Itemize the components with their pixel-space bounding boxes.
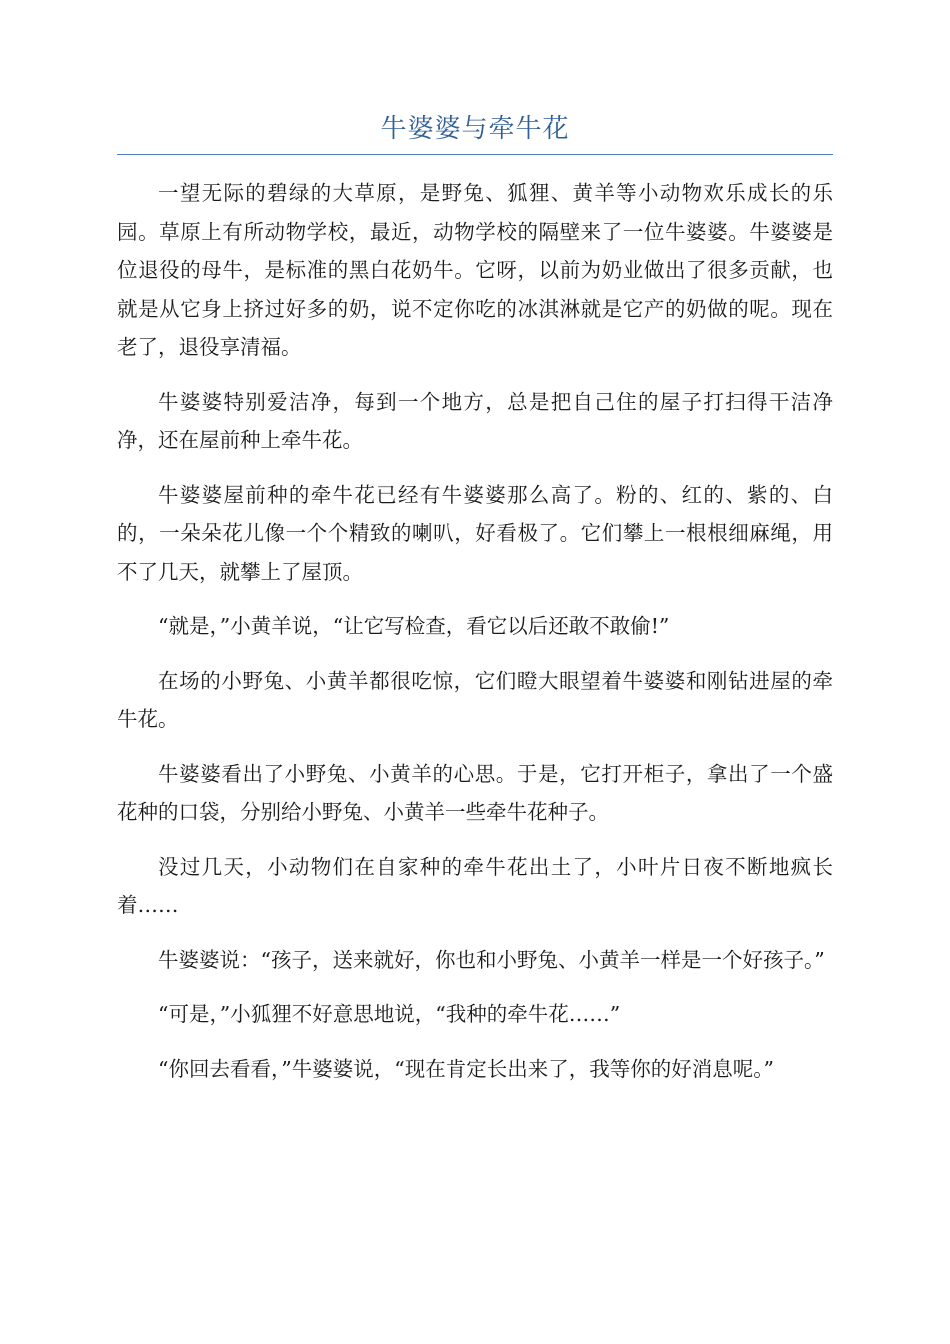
paragraph-4: “就是，”小黄羊说，“让它写检查，看它以后还敢不敢偷!” xyxy=(158,614,670,638)
paragraph-1: 一望无际的碧绿的大草原，是野兔、狐狸、黄羊等小动物欢乐成长的乐园。草原上有所动物学校，最近，动物学校的隔壁来了一位牛婆婆。牛婆婆是位退役的母牛，是标准的黑白花奶牛。它呀，以前为奶业做出了很多贡献，也就是从它身上挤过好多的奶，说不定你吃的冰淇淋就是它产的奶做的呢。现在老了，退役享清福。 xyxy=(117,181,833,359)
paragraph-6: 牛婆婆看出了小野兔、小黄羊的心思。于是，它打开柜子，拿出了一个盛花种的口袋，分别给小野兔、小黄羊一些牵牛花种子。 xyxy=(117,761,833,824)
paragraph-10: “你回去看看，”牛婆婆说，“现在肯定长出来了，我等你的好消息呢。” xyxy=(158,1056,774,1081)
paragraph-9: “可是，”小狐狸不好意思地说，“我种的牵牛花……” xyxy=(158,1002,621,1026)
paragraph-7: 没过几天，小动物们在自家种的牵牛花出土了，小叶片日夜不断地疯长着…… xyxy=(117,854,833,917)
title-underline xyxy=(117,154,833,155)
paragraph-3: 牛婆婆屋前种的牵牛花已经有牛婆婆那么高了。粉的、红的、紫的、白的，一朵朵花儿像一个个精致的喇叭，好看极了。它们攀上一根根细麻绳，用不了几天，就攀上了屋顶。 xyxy=(117,482,833,584)
document-title: 牛婆婆与牵牛花 xyxy=(380,114,570,144)
paragraph-8: 牛婆婆说：“孩子，送来就好，你也和小野兔、小黄羊一样是一个好孩子。” xyxy=(158,947,825,972)
document-body xyxy=(117,174,833,1104)
paragraph-5: 在场的小野兔、小黄羊都很吃惊，它们瞪大眼望着牛婆婆和刚钻进屋的牵牛花。 xyxy=(117,668,833,731)
paragraph-2: 牛婆婆特别爱洁净，每到一个地方，总是把自己住的屋子打扫得干洁净净，还在屋前种上牵牛花。 xyxy=(117,389,833,452)
